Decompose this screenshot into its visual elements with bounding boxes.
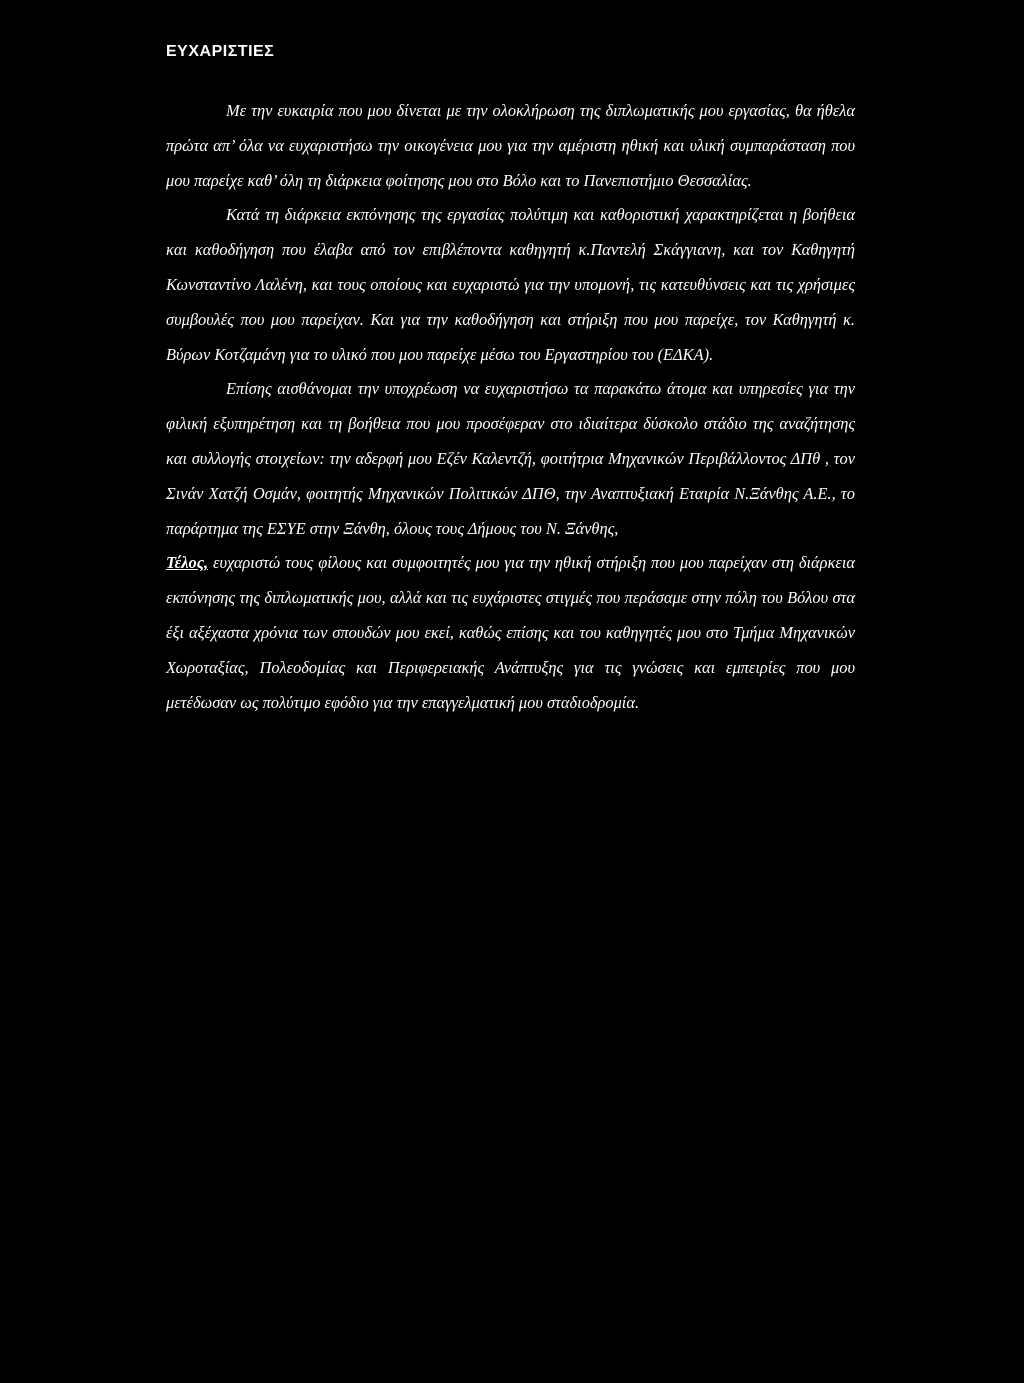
page-title: ΕΥΧΑΡΙΣΤΙΕΣ bbox=[166, 43, 275, 60]
paragraph-supervisor-thanks: Κατά τη διάρκεια εκπόνησης της εργασίας πολύτιμη και καθοριστική χαρακτηρίζεται η βοήθεια και καθοδήγηση που έλαβα από τον επιβλέποντα καθηγητή κ.Παντελή Σκάγγιανη, και τον Καθηγητή Κωνσταντίνο Λαλένη, και τους οποίους και ευχαριστώ για την υπομονή, τις κατευθύνσεις και τις χρήσιμες συμβουλές που μου παρείχαν. Και για την καθοδήγηση και στήριξη που μου παρείχε, τον Καθηγητή κ. Βύρων Κοτζαμάνη για το υλικό που μου παρείχε μέσω του Εργαστηρίου του (ΕΔΚΑ). bbox=[166, 205, 855, 364]
paragraph-services-thanks: Επίσης αισθάνομαι την υποχρέωση να ευχαριστήσω τα παρακάτω άτομα και υπηρεσίες για την φιλική εξυπηρέτηση και τη βοήθεια που μου προσέφεραν στο ιδιαίτερα δύσκολο στάδιο της αναζήτησης και συλλογής στοιχείων: την αδερφή μου Εζέν Καλεντζή, φοιτήτρια Μηχανικών Περιβάλλοντος ΔΠθ , τον Σινάν Χατζή Οσμάν, φοιτητής Μηχανικών Πολιτικών ΔΠΘ, την Αναπτυξιακή Εταιρία Ν.Ξάνθης Α.Ε., το παράρτημα της ΕΣΥΕ στην Ξάνθη, όλους τους Δήμους του Ν. Ξάνθης, bbox=[166, 379, 855, 538]
final-paragraph-lead: Τέλος, bbox=[166, 553, 209, 573]
acknowledgements-page bbox=[166, 40, 855, 720]
paragraph-final-thanks bbox=[166, 546, 855, 720]
final-paragraph-text: ευχαριστώ τους φίλους και συμφοιτητές μου για την ηθική στήριξη που μου παρείχαν στη διάρκεια εκπόνησης της διπλωματικής μου, αλλά και τις ευχάριστες στιγμές που περάσαμε στην πόλη του Βόλου στα έξι αξέχαστα χρόνια των σπουδών μου εκεί, καθώς επίσης και του καθηγητές μου στο Τμήμα Μηχανικών Χωροταξίας, Πολεοδομίας και Περιφερειακής Ανάπτυξης για τις γνώσεις και εμπειρίες που μου μετέδωσαν ως πολύτιμο εφόδιο για την επαγγελματική μου σταδιοδρομία. bbox=[166, 553, 855, 712]
paragraph-family-thanks: Με την ευκαιρία που μου δίνεται με την ολοκλήρωση της διπλωματικής μου εργασίας, θα ήθελα πρώτα απ’ όλα να ευχαριστήσω την οικογένεια μου για την αμέριστη ηθική και υλική συμπαράσταση που μου παρείχε καθ’ όλη τη διάρκεια φοίτησης μου στο Βόλο και το Πανεπιστήμιο Θεσσαλίας. bbox=[166, 101, 855, 190]
